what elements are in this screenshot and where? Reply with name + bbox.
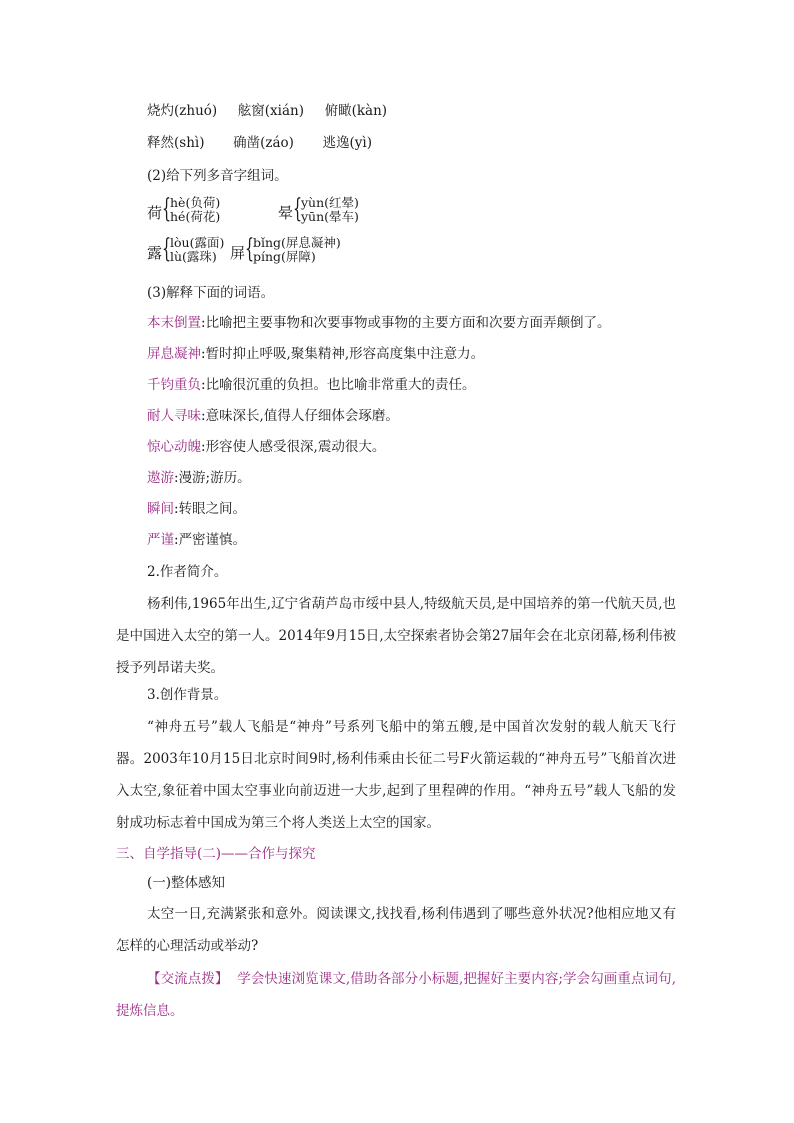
brace-icon: { [245, 234, 255, 264]
polyphone-reading-top: yùn(红晕) [301, 195, 359, 210]
author-heading: 2.作者简介。 [147, 564, 228, 580]
tip-label: 【交流点拨】 [147, 971, 229, 987]
definition-item: 遨游:漫游;游历。 [147, 470, 251, 486]
definition-text: 比喻很沉重的负担。也比喻非常重大的责任。 [205, 377, 476, 393]
definition-text: 转眼之间。 [178, 501, 247, 517]
definition-text: 漫游;游历。 [178, 470, 251, 486]
polyphone-heading: (2)给下列多音字组词。 [147, 168, 288, 184]
pinyin-word: 烧灼 [147, 103, 174, 119]
pinyin-word: 释然 [147, 135, 174, 151]
definition-text: 比喻把主要事物和次要事物或事物的主要方面和次要方面弄颠倒了。 [205, 315, 611, 331]
background-paragraph: “神舟五号”载人飞船是“神舟”号系列飞船中的第五艘,是中国首次发射的载人航天飞行器。2003年10月15日北京时间9时,杨利伟乘由长征二号F火箭运载的“神舟五号”飞船首次进入太空,象征着中国太空事业向前迈进一大步,起到了里程碑的作用。“神舟五号”载人飞船的发射成功标志着中国成为第三个将人类送上太空的国家。 [116, 719, 676, 831]
tip-text: 学会快速浏览课文,借助各部分小标题,把握好主要内容;学会勾画重点词句,提炼信息。 [116, 971, 676, 1019]
section-title: 三、自学指导(二)——合作与探究 [116, 846, 316, 862]
polyphone-reading-bottom: lù(露珠) [170, 249, 217, 264]
polyphone-reading-bottom: hé(荷花) [170, 209, 221, 224]
polyphone-reading-top: hè(负荷) [170, 195, 221, 210]
definition-text: 形容使人感受很深,震动很大。 [205, 439, 386, 455]
definition-text: 严密谨慎。 [178, 532, 247, 548]
pinyin-word: 俯瞰 [324, 103, 352, 119]
polyphone-reading-top: bǐng(屏息凝神) [253, 235, 341, 250]
definition-item: 惊心动魄:形容使人感受很深,震动很大。 [147, 439, 386, 455]
definition-term: 屏息凝神 [147, 346, 201, 362]
definition-term: 严谨 [147, 532, 174, 548]
brace-icon: { [162, 194, 172, 224]
pinyin-row-2 [147, 133, 372, 153]
pinyin-row-1 [147, 101, 387, 121]
definition-term: 千钧重负 [147, 377, 201, 393]
definition-term: 惊心动魄 [147, 439, 201, 455]
definition-item: 屏息凝神:暂时抑止呼吸,聚集精神,形容高度集中注意力。 [147, 346, 485, 362]
definition-item: 耐人寻味:意味深长,值得人仔细体会琢磨。 [147, 408, 399, 424]
definition-item: 千钧重负:比喻很沉重的负担。也比喻非常重大的责任。 [147, 377, 476, 393]
brace-icon: { [293, 194, 303, 224]
definition-term: 本末倒置 [147, 315, 201, 331]
pinyin-reading: (xián) [264, 103, 304, 119]
tip-paragraph [116, 963, 676, 1027]
polyphone-reading-top: lòu(露面) [170, 235, 225, 250]
background-heading: 3.创作背景。 [147, 687, 228, 703]
explain-heading: (3)解释下面的词语。 [147, 285, 275, 301]
polyphone-reading-bottom: yūn(晕车) [301, 209, 359, 224]
pinyin-reading: (yì) [349, 135, 372, 151]
polyphone-char: 露 [147, 244, 163, 262]
polyphone-char: 屏 [230, 244, 246, 262]
polyphone-char: 荷 [147, 204, 163, 222]
definition-text: 意味深长,值得人仔细体会琢磨。 [205, 408, 399, 424]
pinyin-word: 舷窗 [237, 103, 265, 119]
brace-icon: { [162, 234, 172, 264]
definition-term: 遨游 [147, 470, 174, 486]
question-paragraph: 太空一日,充满紧张和意外。阅读课文,找找看,杨利伟遇到了哪些意外状况?他相应地又有怎样的心理活动或举动? [116, 906, 676, 954]
pinyin-reading: (kàn) [351, 103, 388, 119]
author-paragraph: 杨利伟,1965年出生,辽宁省葫芦岛市绥中县人,特级航天员,是中国培养的第一代航天员,也是中国进入太空的第一人。2014年9月15日,太空探索者协会第27届年会在北京闭幕,杨利伟被授予列昂诺夫奖。 [116, 596, 676, 676]
definition-term: 耐人寻味 [147, 408, 201, 424]
polyphone-char: 晕 [278, 204, 294, 222]
subsection-title: (一)整体感知 [147, 875, 226, 891]
pinyin-reading: (shì) [174, 135, 205, 151]
definition-term: 瞬间 [147, 501, 174, 517]
definition-text: 暂时抑止呼吸,聚集精神,形容高度集中注意力。 [205, 346, 485, 362]
pinyin-reading: (zhuó) [174, 103, 218, 119]
polyphone-reading-bottom: píng(屏障) [253, 249, 316, 264]
pinyin-reading: (záo) [260, 135, 294, 151]
definition-item: 严谨:严密谨慎。 [147, 532, 247, 548]
pinyin-word: 逃逸 [322, 135, 350, 151]
definition-item: 本末倒置:比喻把主要事物和次要事物或事物的主要方面和次要方面弄颠倒了。 [147, 315, 611, 331]
pinyin-word: 确凿 [233, 135, 261, 151]
definition-item: 瞬间:转眼之间。 [147, 501, 247, 517]
